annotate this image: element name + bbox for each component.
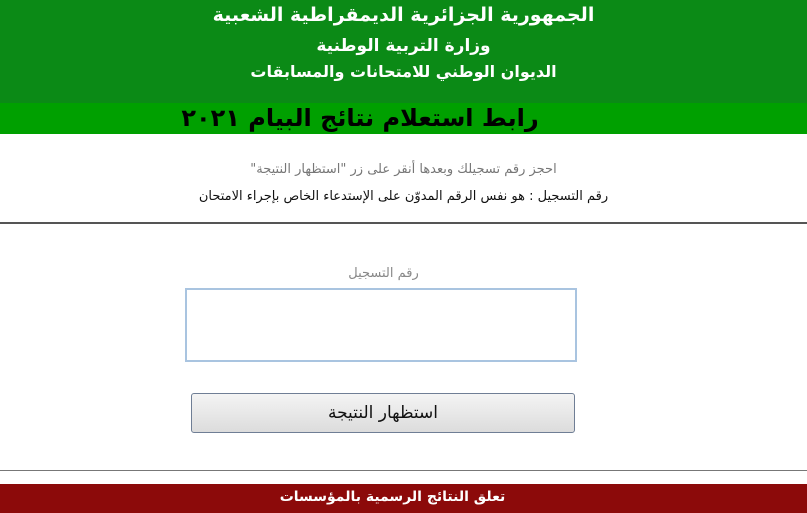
results-banner (0, 103, 807, 134)
instruction-text: احجز رقم تسجيلك وبعدها أنقر على زر "استظهار النتيجة" (250, 162, 557, 177)
registration-label: رقم التسجيل (348, 266, 419, 281)
bottom-divider (0, 470, 807, 471)
show-result-button[interactable]: استظهار النتيجة (191, 393, 575, 433)
republic-title: الجمهورية الجزائرية الديمقراطية الشعبية (212, 4, 595, 26)
registration-note: رقم التسجيل : هو نفس الرقم المدوّن على الإستدعاء الخاص بإجراء الامتحان (198, 189, 609, 204)
footer-bar (0, 484, 807, 513)
banner-title: رابط استعلام نتائج البيام ٢٠٢١ (181, 104, 539, 132)
ministry-header (0, 0, 807, 103)
office-title: الديوان الوطني للامتحانات والمسابقات (250, 62, 557, 81)
top-divider (0, 222, 807, 224)
registration-number-input[interactable] (185, 288, 577, 362)
footer-notice: تعلق النتائج الرسمية بالمؤسسات (279, 489, 506, 505)
ministry-title: وزارة التربية الوطنية (316, 36, 491, 56)
